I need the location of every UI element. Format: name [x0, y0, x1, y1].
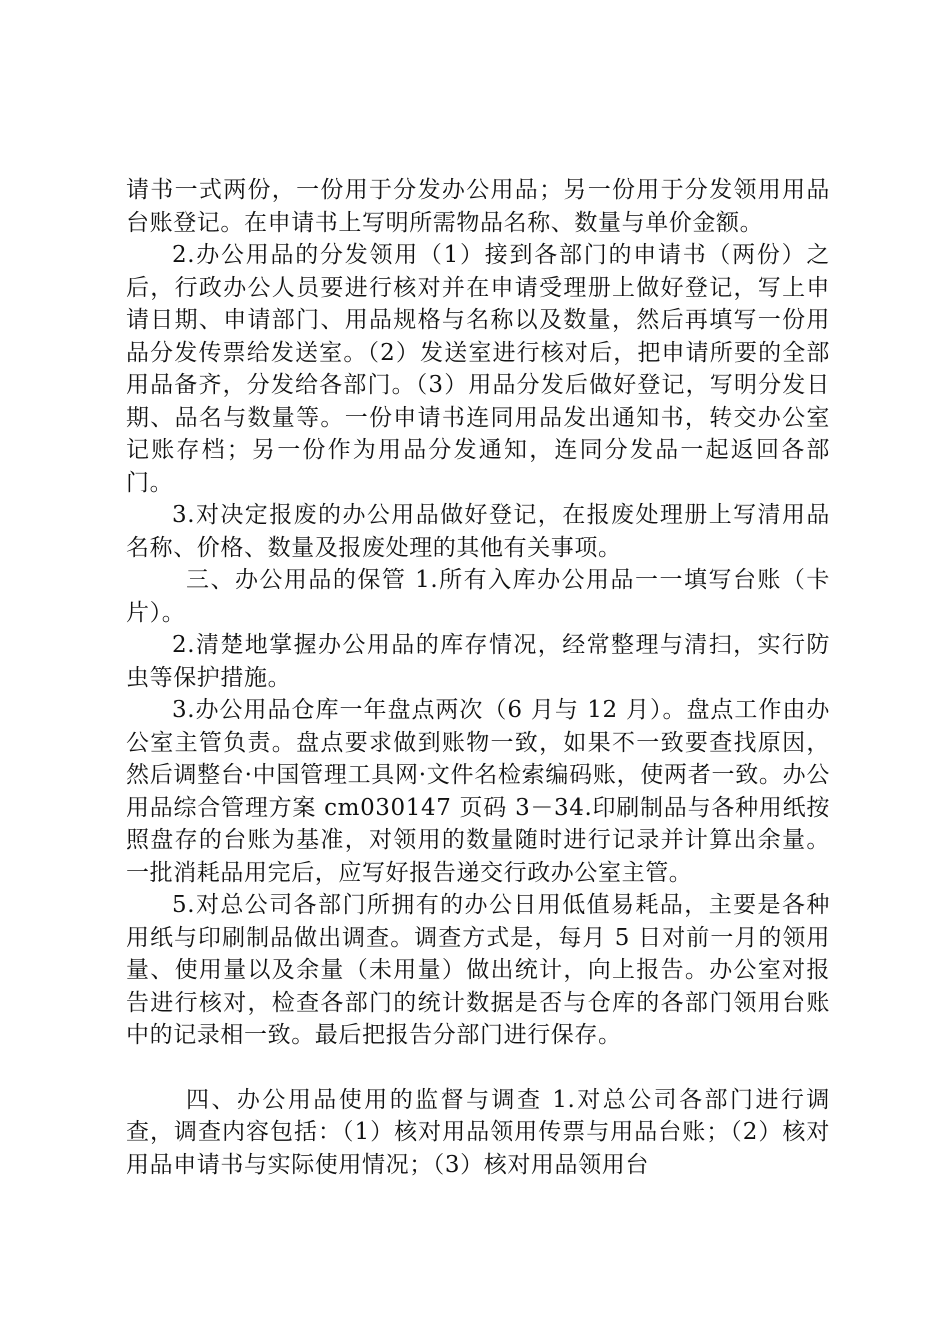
- paragraph-distribution: 2.办公用品的分发领用（1）接到各部门的申请书（两份）之后，行政办公人员要进行核对并在申请受理册上做好登记，写上申请日期、申请部门、用品规格与名称以及数量，然后再填写一份用品分发传票给发送室。（2）发送室进行核对后，把申请所要的全部用品备齐，分发给各部门。（3）用品分发后做好登记，写明分发日期、品名与数量等。一份申请书连同用品发出通知书，转交办公室记账存档；另一份作为用品分发通知，连同分发品一起返回各部门。: [126, 242, 830, 496]
- paragraph-consumables-survey: 5.对总公司各部门所拥有的办公日用低值易耗品，主要是各种用纸与印刷制品做出调查。调查方式是，每月 5 日对前一月的领用量、使用量以及余量（未用量）做出统计，向上报告。办公室对报告进行核对，检查各部门的统计数据是否与仓库的各部门领用台账中的记录相一致。最后把报告分部门进行保存。: [126, 892, 830, 1048]
- section-heading-supervision: 四、办公用品使用的监督与调查 1.对总公司各部门进行调查，调查内容包括：（1）核对用品领用传票与用品台账；（2）核对用品申请书与实际使用情况；（3）核对用品领用台: [126, 1086, 830, 1178]
- document-body: [126, 174, 830, 1181]
- paragraph-stocktaking: 3.办公用品仓库一年盘点两次（6 月与 12 月）。盘点工作由办公室主管负责。盘点要求做到账物一致，如果不一致要查找原因，然后调整台·中国管理工具网·文件名检索编码账，使两者一致。办公用品综合管理方案 cm030147 页码 3－34.印刷制品与各种用纸按照盘存的台账为基准，对领用的数量随时进行记录并计算出余量。一批消耗品用完后，应写好报告递交行政办公室主管。: [126, 697, 830, 886]
- paragraph-spacer: [126, 1052, 830, 1084]
- paragraph-continuation: 请书一式两份，一份用于分发办公用品；另一份用于分发领用用品台账登记。在申请书上写明所需物品名称、数量与单价金额。: [126, 177, 830, 236]
- section-heading-storage: 三、办公用品的保管 1.所有入库办公用品一一填写台账（卡片）。: [126, 567, 830, 626]
- paragraph-scrap-registration: 3.对决定报废的办公用品做好登记，在报废处理册上写清用品名称、价格、数量及报废处理的其他有关事项。: [126, 502, 830, 561]
- paragraph-inventory-status: 2.清楚地掌握办公用品的库存情况，经常整理与清扫，实行防虫等保护措施。: [126, 632, 830, 691]
